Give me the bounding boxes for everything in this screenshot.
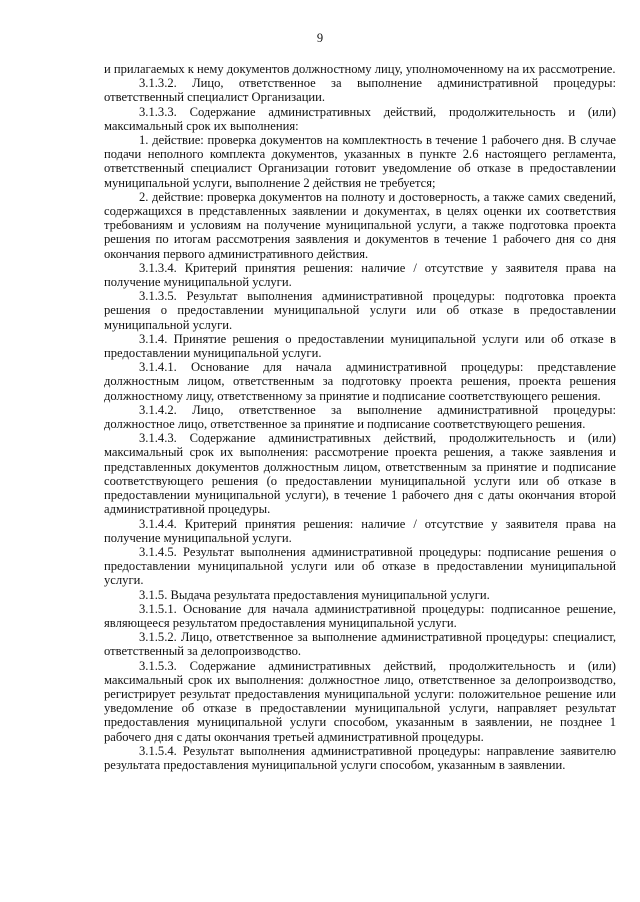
paragraph: 3.1.4.1. Основание для начала административной процедуры: представление должностным лицом, ответственным за подготовку проекта решения, проекта решения должностному лицу, ответственному за принятие и подписание соответствующего решения. — [104, 360, 616, 403]
paragraph: 3.1.4.2. Лицо, ответственное за выполнение административной процедуры: должностное лицо, ответственное за принятие и подписание соответствующего решения. — [104, 402, 616, 432]
paragraph: 3.1.5.3. Содержание административных действий, продолжительность и (или) максимальный срок их выполнения: должностное лицо, ответственное за делопроизводство, регистрирует результат предоставления муниципальной услуги: положительное решение или уведомление об отказе в предоставлении муниципальной услуги, направляет результат предоставления муниципальной услуги способом, указанным в заявлении, не позднее 1 рабочего дня с даты окончания третьей административной процедуры. — [104, 658, 616, 744]
paragraph: 3.1.4.3. Содержание административных действий, продолжительность и (или) максимальный срок их выполнения: рассмотрение проекта решения, а также заявления и представленных документов должностным лицом, ответственным за принятие и подписание соответствующего решения (о предоставлении муниципальной услуги или об отказе в предоставлении муниципальной услуги), в течение 1 рабочего дня с даты окончания второй административной процедуры. — [104, 431, 616, 517]
paragraph: 3.1.5.4. Результат выполнения административной процедуры: направление заявителю результата предоставления муниципальной услуги способом, указанным в заявлении. — [104, 743, 616, 772]
paragraph: 3.1.4.4. Критерий принятия решения: наличие / отсутствие у заявителя права на получение муниципальной услуги. — [104, 516, 616, 545]
paragraph: 3.1.3.3. Содержание административных действий, продолжительность и (или) максимальный срок их выполнения: — [104, 104, 616, 133]
paragraph: 3.1.5.1. Основание для начала административной процедуры: подписанное решение, являющееся результатом предоставления муниципальной услуги. — [104, 601, 616, 630]
paragraph: 3.1.4.5. Результат выполнения административной процедуры: подписание решения о предоставлении муниципальной услуги или об отказе в предоставлении муниципальной услуги. — [104, 544, 616, 588]
paragraph: 3.1.3.4. Критерий принятия решения: наличие / отсутствие у заявителя права на получение муниципальной услуги. — [104, 260, 616, 290]
paragraph: 3.1.4. Принятие решения о предоставлении муниципальной услуги или об отказе в предоставлении муниципальной услуги. — [104, 331, 616, 361]
paragraph: 3.1.5. Выдача результата предоставления муниципальной услуги. — [139, 587, 490, 602]
paragraph: 3.1.5.2. Лицо, ответственное за выполнение административной процедуры: специалист, ответственный за делопроизводство. — [104, 630, 616, 659]
paragraph: 1. действие: проверка документов на комплектность в течение 1 рабочего дня. В случае подачи неполного комплекта документов, указанных в пункте 2.6 настоящего регламента, ответственный специалист Организации готовит уведомление об отказе в предоставлении муниципальной услуги, выполнение 2 действия не требуется; — [104, 133, 616, 190]
paragraph: 2. действие: проверка документов на полноту и достоверность, а также самих сведений, содержащихся в представленных заявлении и документах, в целях оценки их соответствия требованиям и условиям на получение муниципальной услуги, а также подготовка проекта решения по итогам рассмотрения заявления и документов в течение 1 рабочего дня со дня окончания первого административного действия. — [104, 189, 616, 261]
page-number: 9 — [316, 31, 324, 45]
paragraph: и прилагаемых к нему документов должностному лицу, уполномоченному на их рассмотрение. — [104, 62, 616, 76]
paragraph: 3.1.3.5. Результат выполнения административной процедуры: подготовка проекта решения о предоставлении муниципальной услуги или об отказе в предоставлении муниципальной услуги. — [104, 289, 616, 332]
document-body — [104, 62, 616, 772]
paragraph: 3.1.3.2. Лицо, ответственное за выполнение административной процедуры: ответственный специалист Организации. — [104, 76, 616, 105]
